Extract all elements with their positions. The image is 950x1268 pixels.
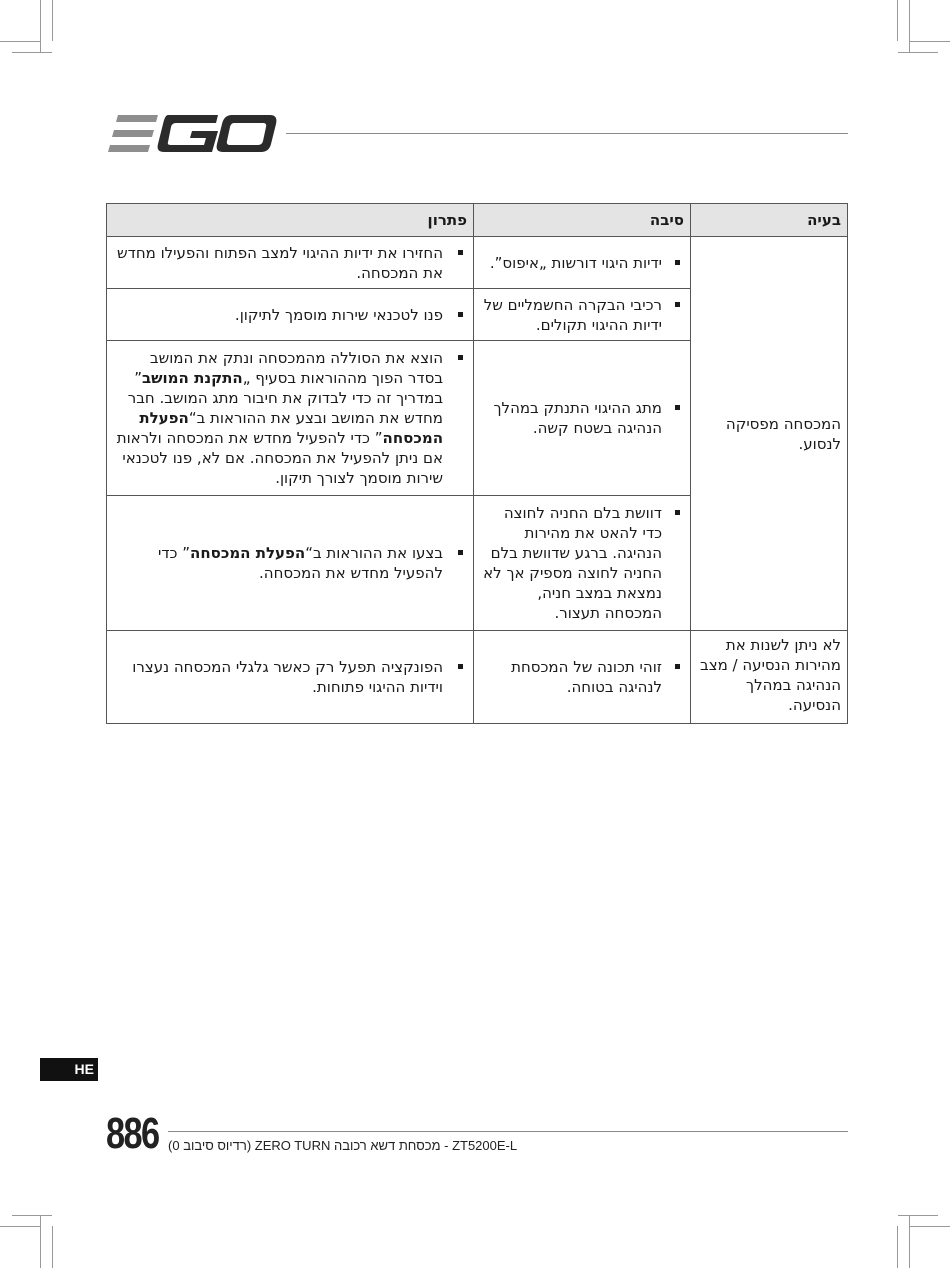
crop-mark [40, 0, 41, 52]
section-reference: התקנת המושב [142, 369, 243, 387]
solution-text [113, 543, 467, 583]
solution-text-part: הוצא את הסוללה מהמכסחה ונתק את המושב בסדר הפוך מההוראות בסעיף „ [149, 349, 443, 387]
footer-title: (רדיוס סיבוב 0) ZERO TURN מכסחת דשא רכובה - ZT5200E-L [168, 1138, 518, 1153]
cause-cell [474, 341, 691, 496]
page-number: 886 [106, 1109, 159, 1158]
header-rule [286, 133, 848, 134]
language-tab: HE [40, 1058, 98, 1081]
solution-cell [107, 631, 474, 724]
cause-text: זוהי תכונה של המכסחת לנהיגה בטוחה. [480, 657, 684, 697]
section-reference: הפעלת המכסחה [190, 544, 306, 562]
table-row [107, 631, 848, 724]
problem-text: המכסחה מפסיקה לנסוע. [725, 414, 841, 453]
header-solution: פתרון [107, 204, 474, 237]
cause-cell [474, 631, 691, 724]
solution-text: פנו לטכנאי שירות מוסמך לתיקון. [113, 305, 467, 325]
cause-text: דוושת בלם החניה לחוצה כדי להאט את מהירות הנהיגה. ברגע שדוושת בלם החניה לחוצה מספיק אך לא נמצאת במצב חניה, המכסחה תעצור. [480, 503, 684, 623]
problem-cell [691, 631, 848, 724]
ego-logo [106, 112, 278, 156]
cause-cell [474, 289, 691, 341]
crop-mark [909, 1216, 910, 1268]
solution-text: החזירו את ידיות ההיגוי למצב הפתוח והפעילו מחדש את המכסחה. [113, 243, 467, 283]
table-row [107, 237, 848, 289]
crop-mark [910, 1226, 950, 1227]
crop-mark [909, 0, 910, 52]
crop-mark [0, 1226, 40, 1227]
solution-cell [107, 496, 474, 631]
solution-cell [107, 289, 474, 341]
footer-rule [168, 1131, 848, 1132]
troubleshooting-table [106, 203, 848, 724]
crop-mark [897, 1226, 898, 1268]
solution-text-part: ” כדי להפעיל מחדש את המכסחה. [158, 544, 443, 582]
cause-text: מתג ההיגוי התנתק במהלך הנהיגה בשטח קשה. [480, 398, 684, 438]
crop-mark [12, 52, 52, 53]
table-header-row [107, 204, 848, 237]
problem-cell [691, 237, 848, 631]
cause-cell [474, 237, 691, 289]
solution-text-part: ” כדי להפעיל מחדש את המכסחה ולראות אם ניתן להפעיל את המכסחה. אם לא, פנו לטכנאי שירות מוסמך לצורך תיקון. [116, 429, 443, 487]
solution-text-part: בצעו את ההוראות ב“ [305, 544, 443, 562]
crop-mark [12, 1215, 52, 1216]
crop-mark [910, 41, 950, 42]
cause-text: רכיבי הבקרה החשמליים של ידיות ההיגוי תקולים. [480, 295, 684, 335]
crop-mark [897, 0, 898, 41]
section-reference: הפעלת המכסחה [139, 409, 443, 447]
cause-cell [474, 496, 691, 631]
header-cause: סיבה [474, 204, 691, 237]
crop-mark [0, 41, 40, 42]
crop-mark [898, 1215, 938, 1216]
cause-text: ידיות היגוי דורשות „איפוס”. [480, 253, 684, 273]
crop-mark [40, 1216, 41, 1268]
crop-mark [52, 1226, 53, 1268]
solution-cell [107, 237, 474, 289]
solution-text-part: ” במדריך זה כדי לבדוק את חיבור מתג המושב. חבר מחדש את המושב ובצע את ההוראות ב“ [127, 369, 443, 427]
solution-text [113, 348, 467, 488]
crop-mark [52, 0, 53, 41]
crop-mark [898, 52, 938, 53]
header-problem: בעיה [691, 204, 848, 237]
problem-text: לא ניתן לשנות את מהירות הנסיעה / מצב הנהיגה במהלך הנסיעה. [700, 636, 841, 714]
solution-cell [107, 341, 474, 496]
solution-text: הפונקציה תפעל רק כאשר גלגלי המכסחה נעצרו וידיות ההיגוי פתוחות. [113, 657, 467, 697]
